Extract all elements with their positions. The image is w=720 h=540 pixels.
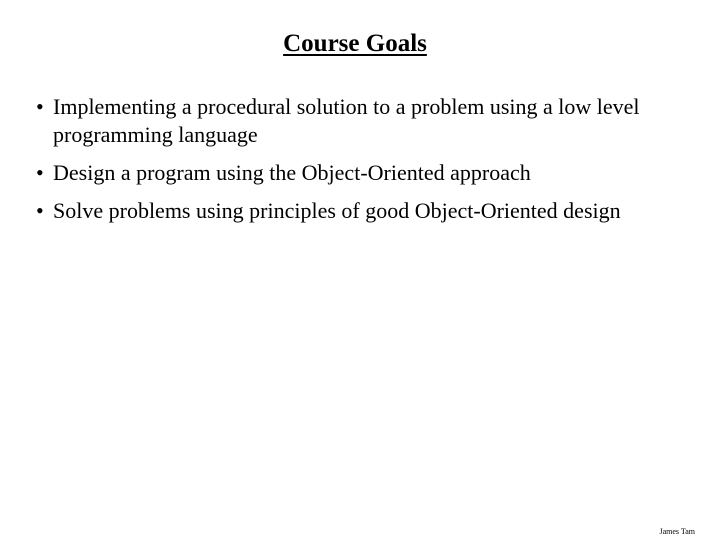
slide-title: Course Goals — [283, 30, 427, 57]
bullet-item — [36, 93, 706, 149]
author-footer: James Tam — [659, 527, 695, 536]
bullet-text: Design a program using the Object-Oriented approach — [53, 160, 531, 185]
bullet-text: Implementing a procedural solution to a problem using a low level programming language — [53, 94, 640, 147]
bullet-item — [36, 159, 706, 187]
bullet-text: Solve problems using principles of good Object-Oriented design — [53, 198, 621, 223]
bullet-list — [36, 93, 706, 235]
bullet-marker: • — [36, 94, 44, 119]
bullet-marker: • — [36, 198, 44, 223]
bullet-marker: • — [36, 160, 44, 185]
bullet-item — [36, 197, 706, 225]
